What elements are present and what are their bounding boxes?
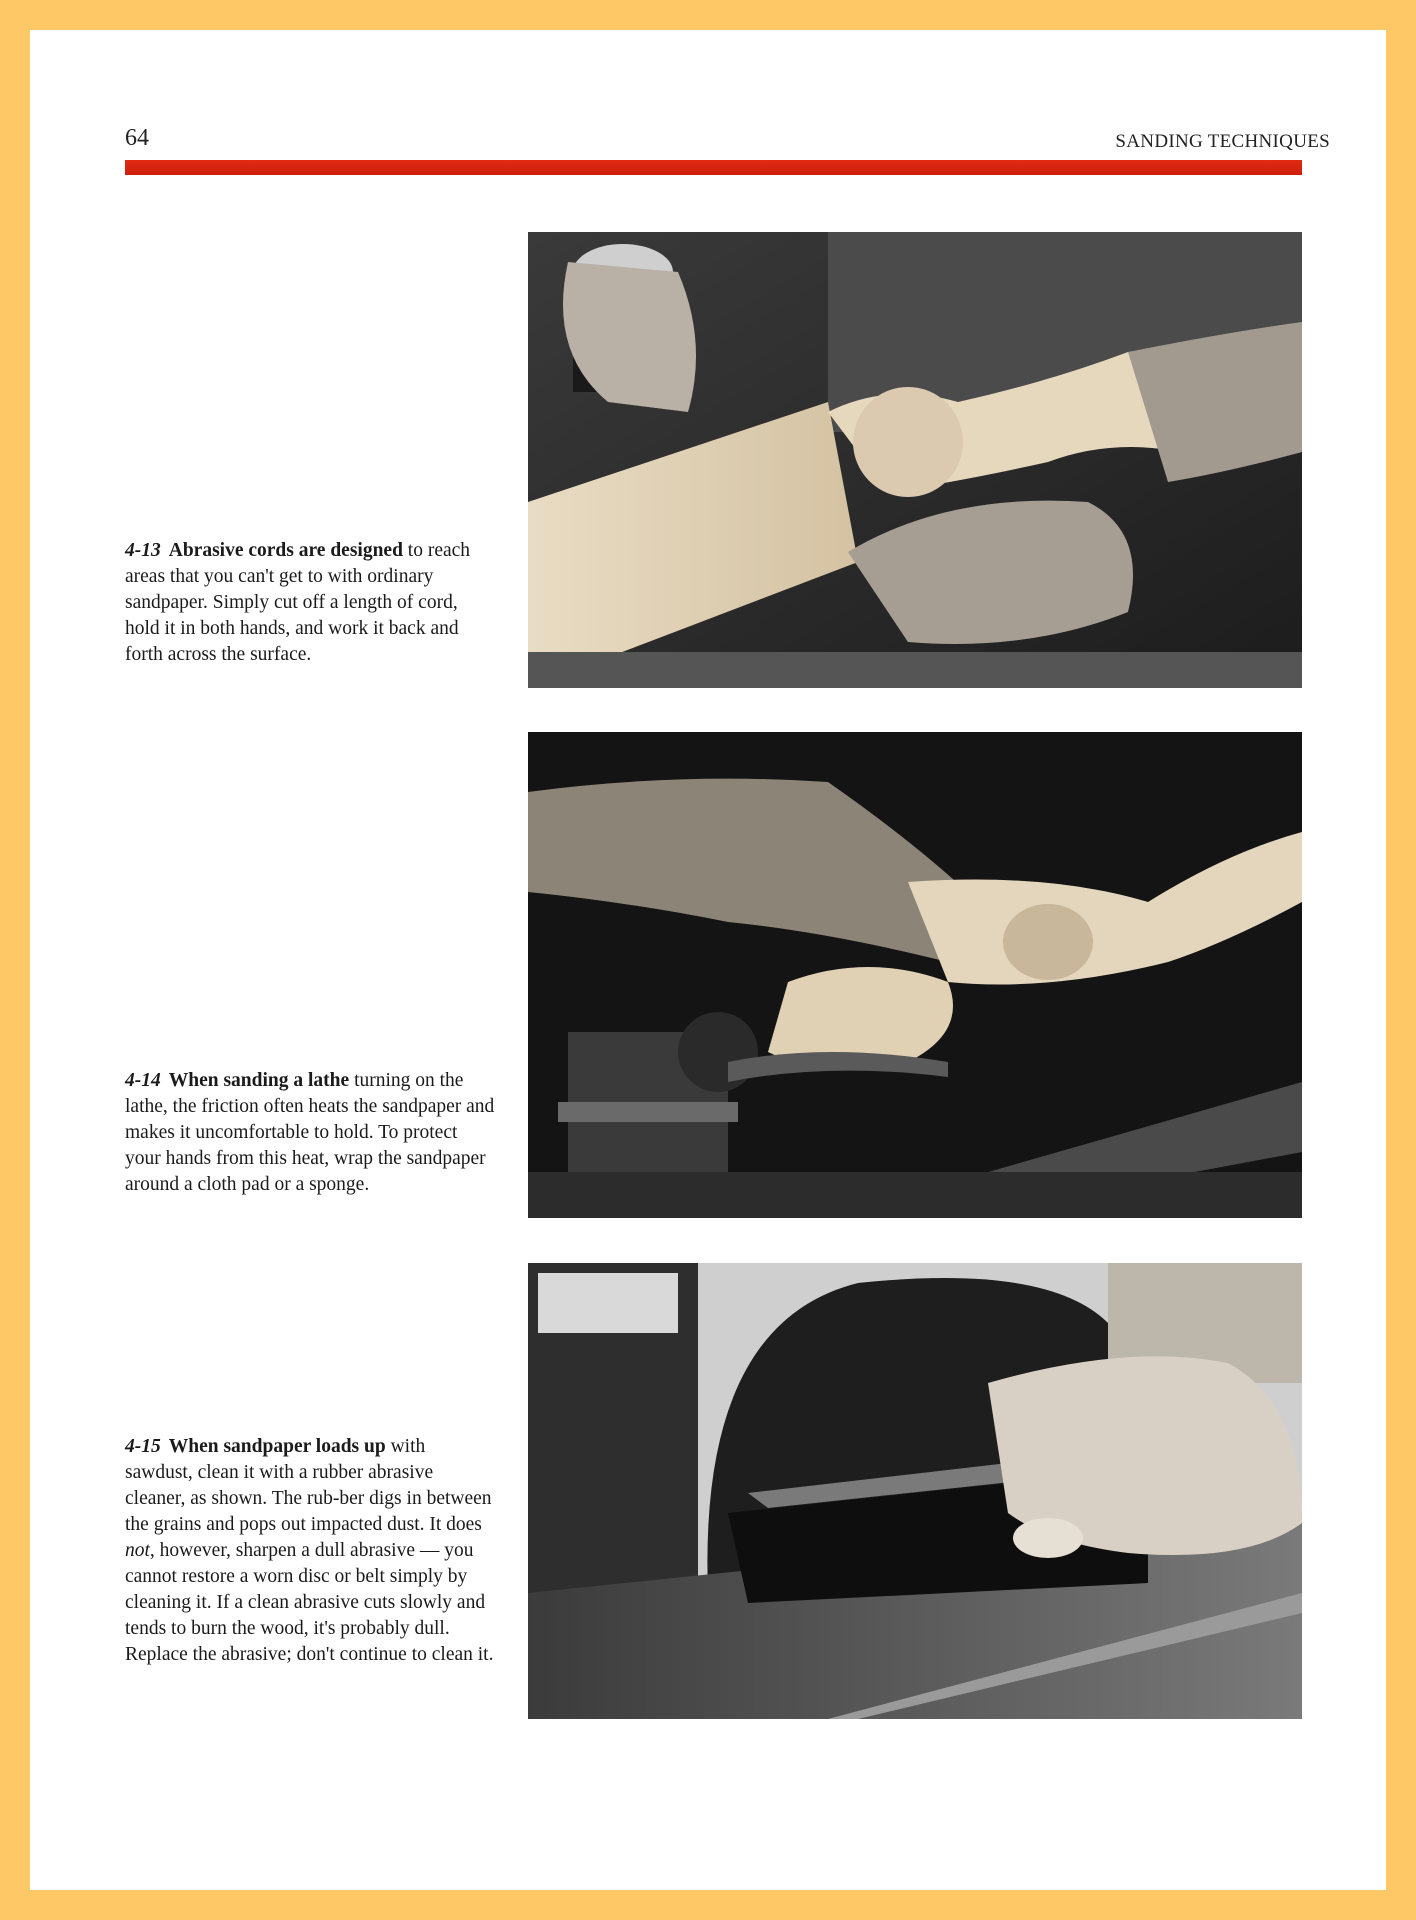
photo-lathe-sanding-image (528, 732, 1302, 1218)
running-head: SANDING TECHNIQUES (1115, 131, 1330, 152)
photo-abrasive-cleaner (528, 1263, 1302, 1719)
figure-number: 4-15 (125, 1436, 161, 1457)
caption-4-13 (125, 538, 497, 668)
photo-abrasive-cord-image (528, 232, 1302, 688)
caption-lead: Abrasive cords are designed (168, 540, 403, 561)
photo-abrasive-cleaner-image (528, 1263, 1302, 1719)
caption-text: with sawdust, clean it with a rubber abrasive cleaner, as shown. The rub-ber digs in between the grains and pops out impacted dust. It does (125, 1436, 492, 1535)
header-rule (125, 160, 1302, 175)
caption-lead: When sanding a lathe (168, 1070, 350, 1091)
figure-number: 4-13 (125, 540, 161, 561)
page-number: 64 (125, 125, 149, 151)
caption-text: turning on the lathe, the friction often heats the sandpaper and makes it uncomfortable to hold. To protect your hands from this heat, wrap the sandpaper around a cloth pad or a sponge. (125, 1070, 495, 1195)
book-page (30, 30, 1386, 1890)
caption-emphasis: not (125, 1540, 150, 1561)
photo-abrasive-cord (528, 232, 1302, 688)
caption-text: to reach areas that you can't get to with ordinary sandpaper. Simply cut off a length of cord, hold it in both hands, and work it back and forth across the surface. (125, 540, 471, 665)
caption-4-14 (125, 1068, 497, 1198)
caption-4-15 (125, 1434, 497, 1668)
figure-number: 4-14 (125, 1070, 161, 1091)
caption-text-continued: , however, sharpen a dull abrasive — you cannot restore a worn disc or belt simply by cleaning it. If a clean abrasive cuts slowly and tends to burn the wood, it's probably dull. Replace the abrasive; don't continue to clean it. (125, 1540, 494, 1665)
photo-lathe-sanding (528, 732, 1302, 1218)
caption-lead: When sandpaper loads up (168, 1436, 386, 1457)
